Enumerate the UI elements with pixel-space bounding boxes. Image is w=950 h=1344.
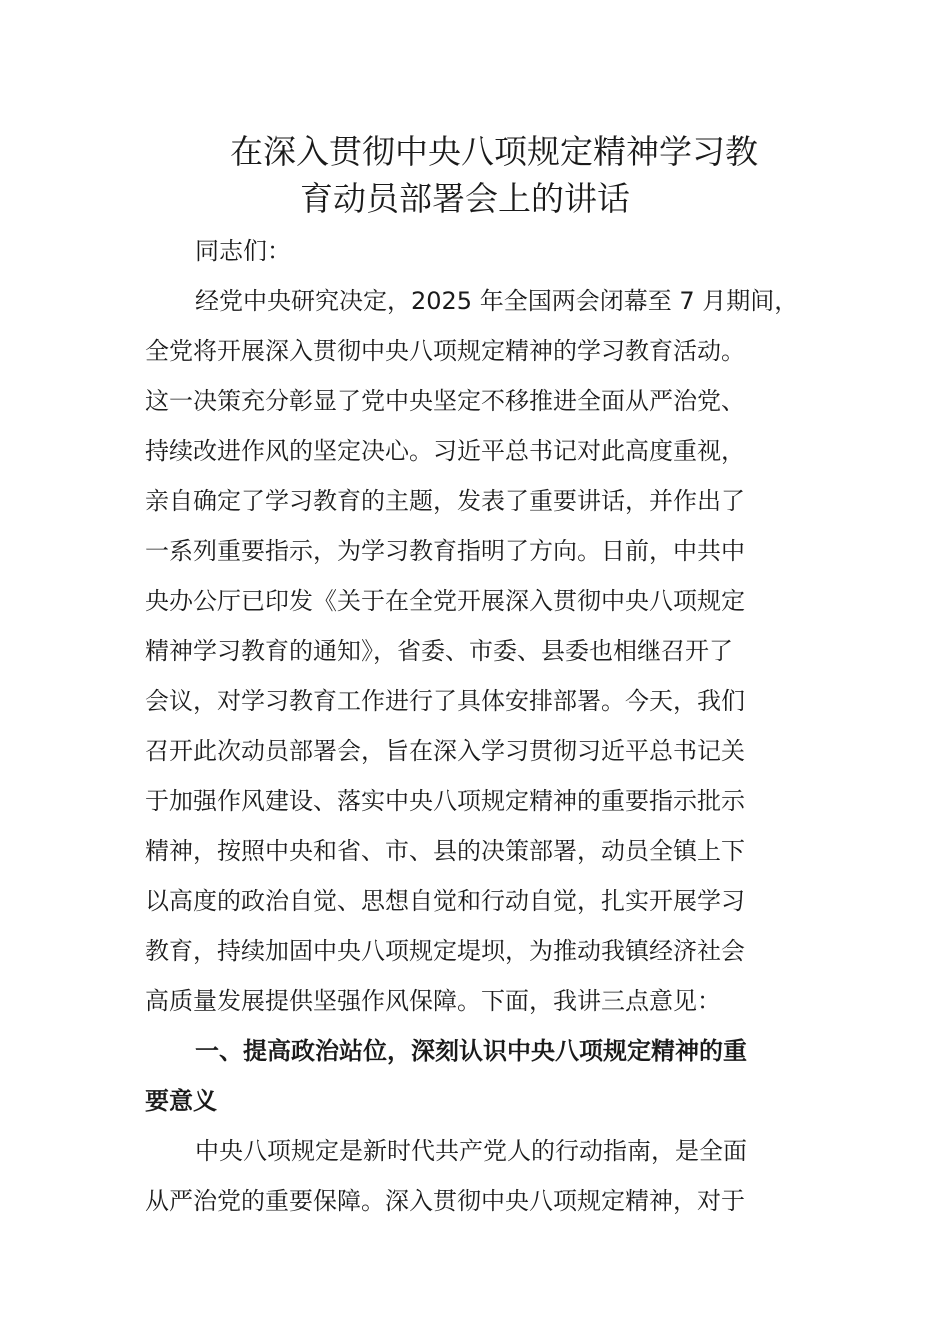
paragraph-line: 中央八项规定是新时代共产党人的行动指南，是全面 [195, 1137, 747, 1165]
paragraph-line: 亲自确定了学习教育的主题，发表了重要讲话，并作出了 [145, 487, 745, 515]
salutation: 同志们： [195, 237, 291, 265]
paragraph-line: 教育，持续加固中央八项规定堤坝，为推动我镇经济社会 [145, 937, 745, 965]
paragraph-line: 会议，对学习教育工作进行了具体安排部署。今天，我们 [145, 687, 745, 715]
section-heading-continued: 要意义 [145, 1087, 217, 1115]
paragraph-line: 以高度的政治自觉、思想自觉和行动自觉，扎实开展学习 [145, 887, 745, 915]
paragraph-line: 召开此次动员部署会，旨在深入学习贯彻习近平总书记关 [145, 737, 745, 765]
paragraph-line: 这一决策充分彰显了党中央坚定不移推进全面从严治党、 [145, 387, 745, 415]
title-line-1: 在深入贯彻中央八项规定精神学习教 [230, 132, 758, 171]
paragraph-line: 全党将开展深入贯彻中央八项规定精神的学习教育活动。 [145, 337, 745, 365]
paragraph-line: 经党中央研究决定，2025 年全国两会闭幕至 7 月期间， [195, 287, 799, 315]
section-heading: 一、提高政治站位，深刻认识中央八项规定精神的重 [195, 1037, 747, 1065]
paragraph-line: 于加强作风建设、落实中央八项规定精神的重要指示批示 [145, 787, 745, 815]
paragraph-line: 从严治党的重要保障。深入贯彻中央八项规定精神，对于 [145, 1187, 745, 1215]
paragraph-line: 精神学习教育的通知》，省委、市委、县委也相继召开了 [145, 637, 733, 665]
paragraph-line: 央办公厅已印发《关于在全党开展深入贯彻中央八项规定 [145, 587, 745, 615]
paragraph-line: 高质量发展提供坚强作风保障。下面，我讲三点意见： [145, 987, 721, 1015]
title-line-2: 育动员部署会上的讲话 [300, 179, 630, 218]
paragraph-line: 一系列重要指示，为学习教育指明了方向。日前，中共中 [145, 537, 745, 565]
document-title [0, 128, 950, 222]
paragraph-line: 精神，按照中央和省、市、县的决策部署，动员全镇上下 [145, 837, 745, 865]
document-body [145, 226, 845, 1226]
paragraph-line: 持续改进作风的坚定决心。习近平总书记对此高度重视， [145, 437, 745, 465]
